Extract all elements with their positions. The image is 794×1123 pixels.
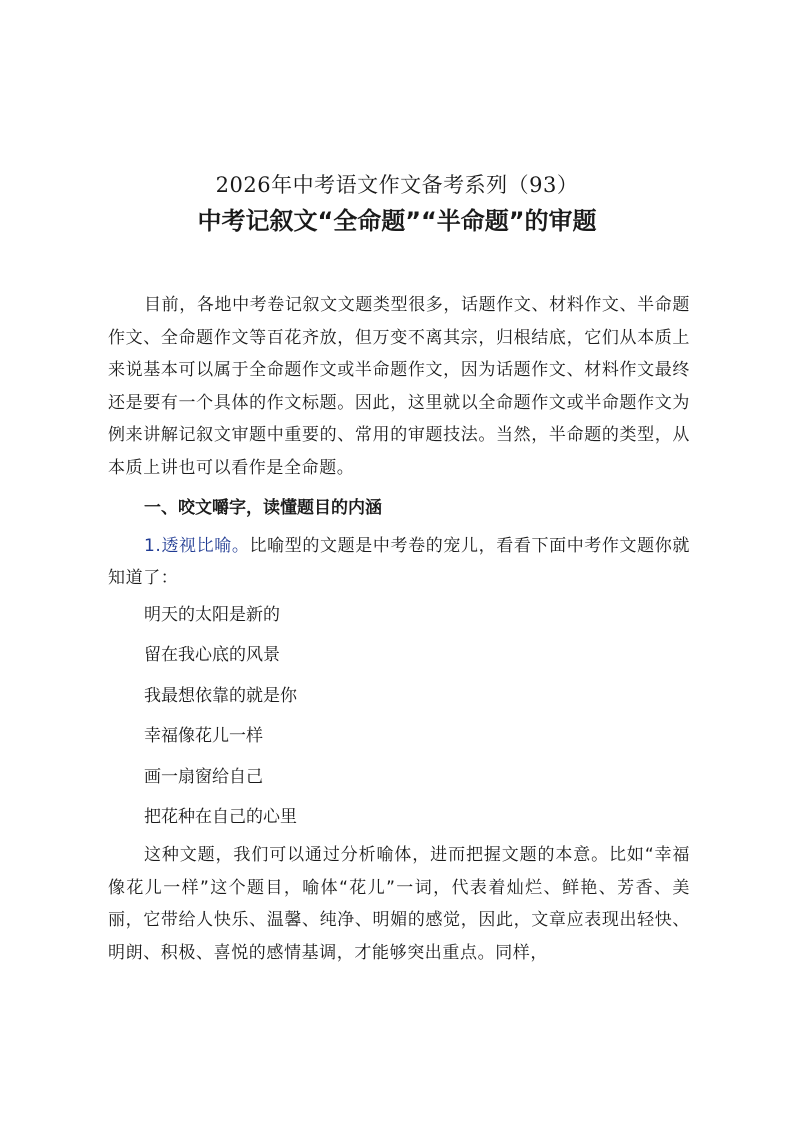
subsection-lead: 1.透视比喻。 [144,535,250,556]
example-title: 明天的太阳是新的 [144,604,280,625]
section-heading: 一、咬文嚼字，读懂题目的内涵 [144,497,382,518]
document-body [108,289,690,970]
document-title-series: 2026年中考语文作文备考系列（93） [215,173,579,197]
example-title: 我最想依靠的就是你 [144,685,297,706]
subsection-text: 比喻型的文题是中考卷的宠儿，看看下面中考作文题你就知道了： [108,535,691,589]
example-title: 留在我心底的风景 [144,645,280,666]
example-title: 幸福像花儿一样 [144,726,263,747]
document-title-main: 中考记叙文“全命题”“半命题”的审题 [197,207,597,235]
example-title: 把花种在自己的心里 [144,807,297,828]
intro-paragraph: 目前，各地中考卷记叙文文题类型很多，话题作文、材料作文、半命题作文、全命题作文等百花齐放，但万变不离其宗，归根结底，它们从本质上来说基本可以属于全命题作文或半命题作文，因为话题作文、材料作文最终还是要有一个具体的作文标题。因此，这里就以全命题作文或半命题作文为例来讲解记叙文审题中重要的、常用的审题技法。当然，半命题的类型，从本质上讲也可以看作是全命题。 [108,295,690,478]
subsection-paragraph [108,530,690,595]
example-title-list [108,603,690,830]
example-title: 画一扇窗给自己 [144,766,263,787]
analysis-paragraph: 这种文题，我们可以通过分析喻体，进而把握文题的本意。比如“幸福像花儿一样”这个题目，喻体“花儿”一词，代表着灿烂、鲜艳、芳香、美丽，它带给人快乐、温馨、纯净、明媚的感觉，因此，文章应表现出轻快、明朗、积极、喜悦的感情基调，才能够突出重点。同样， [108,845,690,964]
